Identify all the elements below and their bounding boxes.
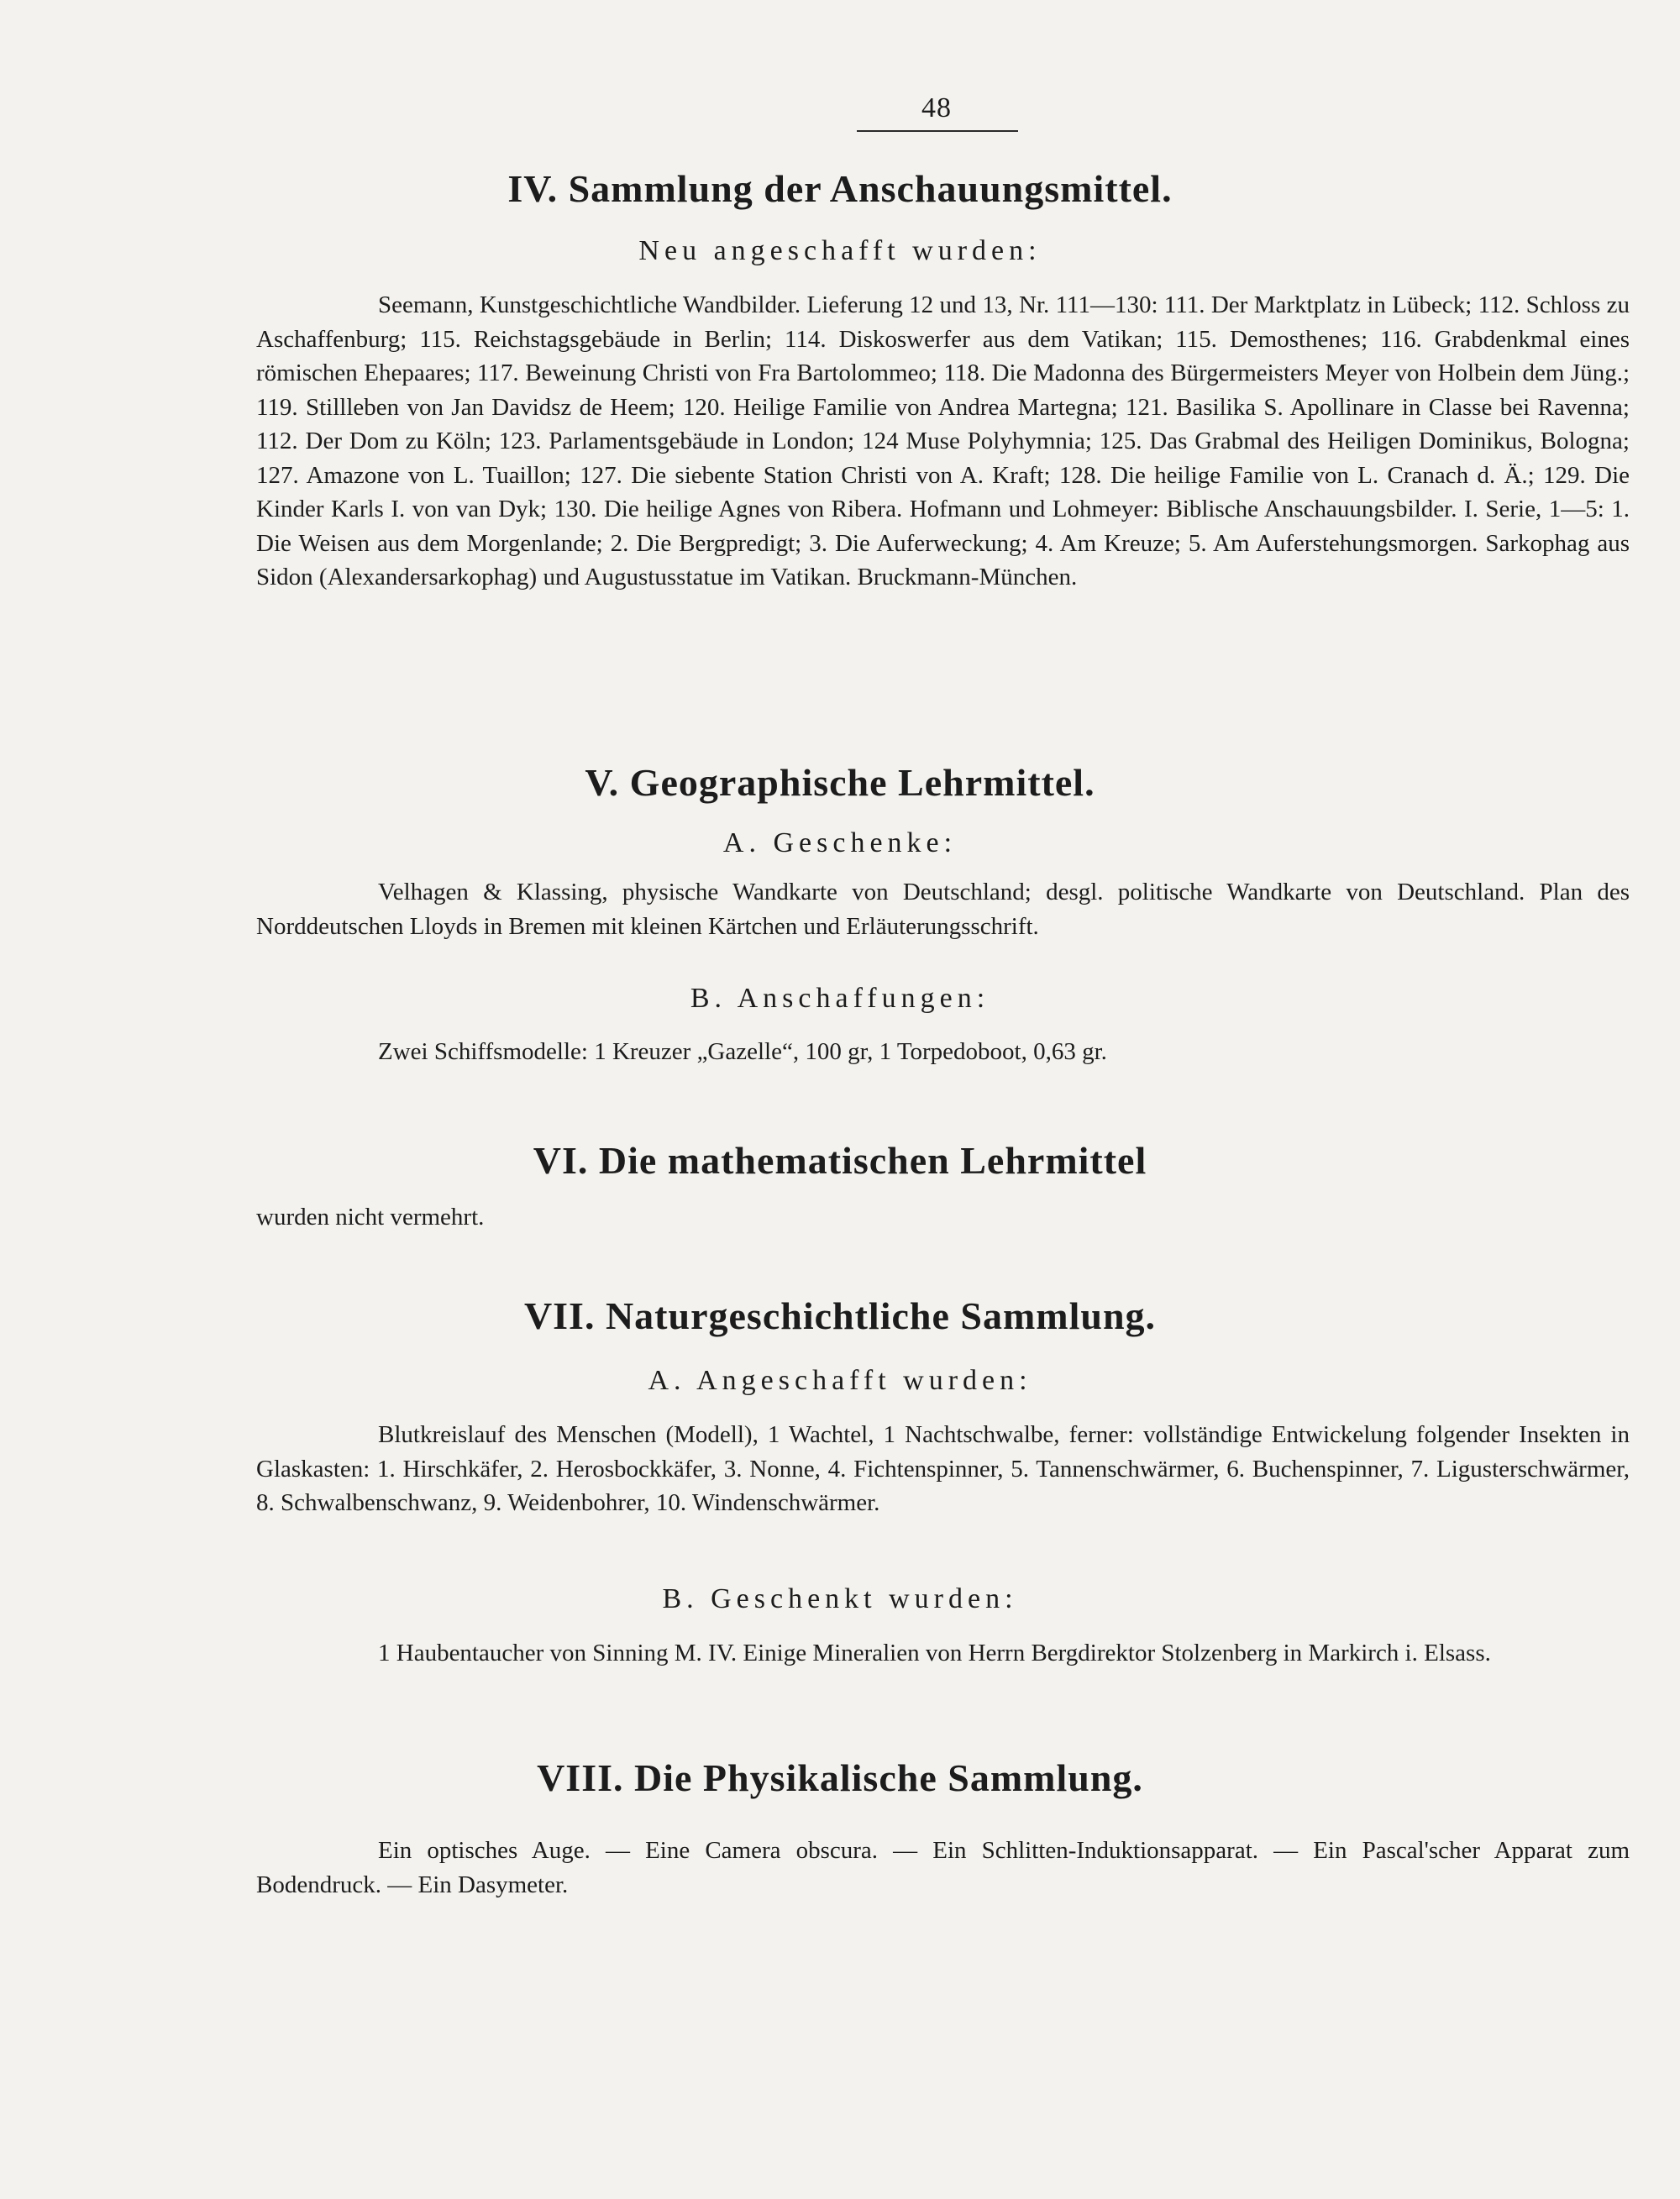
page-number: 48 — [921, 92, 952, 123]
section-v-a-title: A. Geschenke: — [722, 827, 958, 858]
section-iv-title: IV. Sammlung der Anschauungsmittel. — [507, 167, 1173, 210]
section-iv-text: Seemann, Kunstgeschichtliche Wandbilder. Lieferung 12 und 13, Nr. 111—130: 111. Der Marktplatz in Lübeck; 112. Schloss zu Aschaffenburg; 115. Reichstagsgebäude in Berlin; 114. Diskoswerfer aus dem Vatikan; 115. Demosthenes; 116. Grabdenkmal eines römischen Ehepaares; 117. Beweinung Christi von Fra Bartolommeo; 118. Die Madonna des Bürgermeisters Meyer von Holbein dem Jüng.; 119. Stillleben von Jan Davidsz de Heem; 120. Heilige Familie von Andrea Martegna; 121. Basilika S. Apollinare in Classe bei Ravenna; 112. Der Dom zu Köln; 123. Parlamentsgebäude in London; 124 Muse Polyhymnia; 125. Das Grabmal des Heiligen Dominikus, Bologna; 127. Amazone von L. Tuaillon; 127. Die siebente Station Christi von A. Kraft; 128. Die heilige Familie von L. Cranach d. Ä.; 129. Die Kinder Karls I. von van Dyk; 130. Die heilige Agnes von Ribera. Hofmann und Lohmeyer: Biblische Anschauungsbilder. I. Serie, 1—5: 1. Die Weisen aus dem Morgenlande; 2. Die Bergpredigt; 3. Die Auferweckung; 4. Am Kreuze; 5. Am Auferstehungsmorgen. Sarkophag aus Sidon (Alexandersarkophag) und Augustusstatue im Vatikan. Bruckmann-München. — [256, 291, 1630, 590]
section-iv-subtitle: Neu angeschafft wurden: — [638, 235, 1042, 266]
section-vii-a-title: A. Angeschafft wurden: — [648, 1365, 1032, 1396]
section-v-b-title: B. Anschaffungen: — [690, 983, 990, 1014]
section-vii-b-text: 1 Haubentaucher von Sinning M. IV. Einige Mineralien von Herrn Bergdirektor Stolzenberg in Markirch i. Elsass. — [378, 1640, 1491, 1666]
section-v-title: V. Geographische Lehrmittel. — [585, 761, 1095, 804]
section-viii-title: VIII. Die Physikalische Sammlung. — [537, 1756, 1143, 1799]
section-v-b-text: Zwei Schiffsmodelle: 1 Kreuzer „Gazelle“, 100 gr, 1 Torpedoboot, 0,63 gr. — [378, 1038, 1107, 1065]
section-v-a-text: Velhagen & Klassing, physische Wandkarte von Deutschland; desgl. politische Wandkarte von Deutschland. Plan des Norddeutschen Lloyds in Bremen mit kleinen Kärtchen und Erläuterungsschrift. — [256, 879, 1630, 940]
section-vi-text: wurden nicht vermehrt. — [256, 1204, 485, 1231]
section-vi-title: VI. Die mathematischen Lehrmittel — [533, 1139, 1147, 1182]
section-vii-b-title: B. Geschenkt wurden: — [662, 1583, 1018, 1614]
page-number-rule — [857, 130, 1018, 132]
section-vii-a-text: Blutkreislauf des Menschen (Modell), 1 Wachtel, 1 Nachtschwalbe, ferner: vollständige Entwickelung folgender Insekten in Glaskasten: 1. Hirschkäfer, 2. Herosbockkäfer, 3. Nonne, 4. Fichtenspinner, 5. Tannenschwärmer, 6. Buchenspinner, 7. Ligusterschwärmer, 8. Schwalbenschwanz, 9. Weidenbohrer, 10. Windenschwärmer. — [256, 1421, 1630, 1516]
section-vii-title: VII. Naturgeschichtliche Sammlung. — [523, 1294, 1157, 1337]
section-viii-text: Ein optisches Auge. — Eine Camera obscura. — Ein Schlitten-Induktionsapparat. — Ein Pascal'scher Apparat zum Bodendruck. — Ein Dasymeter. — [256, 1837, 1630, 1898]
